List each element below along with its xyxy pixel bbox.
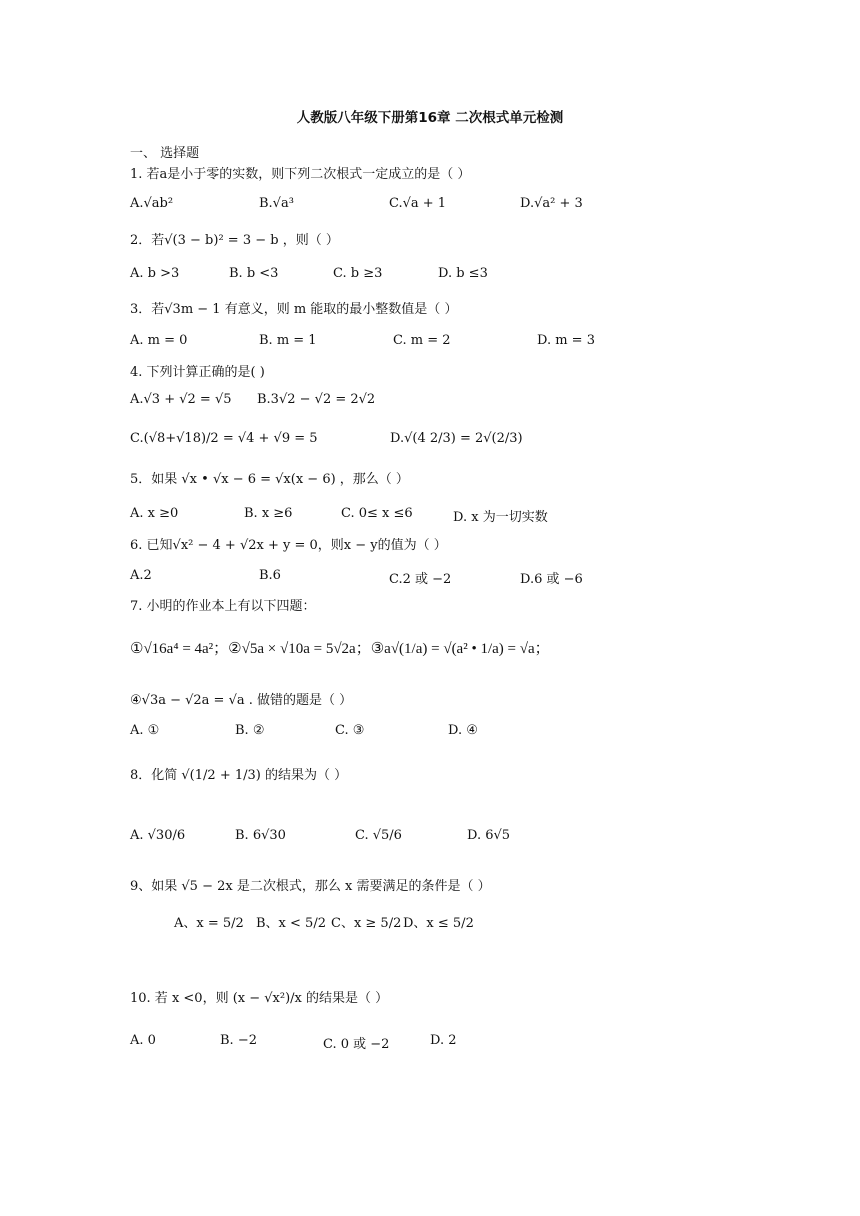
- q3-option-c: C. m = 2: [393, 333, 451, 348]
- q5-option-a: A. x ≥0: [130, 506, 179, 521]
- q7-option-a: A. ①: [130, 723, 160, 738]
- question-4-stem: 4. 下列计算正确的是( ): [130, 365, 265, 380]
- q1-option-c: C.√a + 1: [389, 196, 447, 211]
- question-1-stem: 1. 若a是小于零的实数，则下列二次根式一定成立的是（ ）: [130, 167, 471, 182]
- question-5-stem: 5．如果 √x • √x − 6 = √x(x − 6) ，那么（ ）: [130, 472, 409, 487]
- q1-option-a: A.√ab²: [130, 196, 174, 211]
- q8-option-a: A. √30/6: [130, 828, 186, 843]
- q9-option-d: D、x ≤ 5/2: [403, 916, 474, 931]
- q3-option-b: B. m = 1: [259, 333, 317, 348]
- q8-option-c: C. √5/6: [355, 828, 402, 843]
- question-10-stem: 10. 若 x <0，则 (x − √x²)/x 的结果是（ ）: [130, 991, 389, 1006]
- q3-option-a: A. m = 0: [130, 333, 188, 348]
- q2-option-b: B. b <3: [229, 266, 279, 281]
- q7-option-d: D. ④: [448, 723, 478, 738]
- q1-option-d: D.√a² + 3: [520, 196, 583, 211]
- q9-option-c: C、x ≥ 5/2: [331, 916, 402, 931]
- page-title: 人教版八年级下册第16章 二次根式单元检测: [296, 110, 564, 126]
- q2-option-a: A. b >3: [130, 266, 180, 281]
- q10-option-b: B. −2: [220, 1033, 257, 1048]
- section-heading: 一、 选择题: [130, 146, 200, 161]
- q6-option-d: D.6 或 −6: [520, 572, 583, 587]
- q4-option-d: D.√(4 2/3) = 2√(2/3): [390, 431, 523, 446]
- question-7-stem: 7. 小明的作业本上有以下四题：: [130, 599, 316, 614]
- q5-option-c: C. 0≤ x ≤6: [341, 506, 413, 521]
- q4-option-a: A.√3 + √2 = √5: [130, 392, 232, 407]
- q10-option-c: C. 0 或 −2: [323, 1037, 390, 1052]
- q2-option-c: C. b ≥3: [333, 266, 383, 281]
- q10-option-d: D. 2: [430, 1033, 457, 1048]
- q2-option-d: D. b ≤3: [438, 266, 488, 281]
- question-6-stem: 6. 已知√x² − 4 + √2x + y = 0，则x − y的值为（ ）: [130, 538, 447, 553]
- q4-option-b: B.3√2 − √2 = 2√2: [257, 392, 376, 407]
- question-8-stem: 8．化简 √(1/2 + 1/3) 的结果为（ ）: [130, 768, 348, 783]
- q5-option-b: B. x ≥6: [244, 506, 293, 521]
- q9-option-b: B、x < 5/2: [256, 916, 326, 931]
- q3-option-d: D. m = 3: [537, 333, 595, 348]
- question-7-items-1: ①√16a⁴ = 4a²；②√5a × √10a = 5√2a；③a√(1/a) = √(a² • 1/a) = √a；: [130, 641, 550, 657]
- q9-option-a: A、x = 5/2: [174, 916, 244, 931]
- q7-option-b: B. ②: [235, 723, 265, 738]
- question-9-stem: 9、如果 √5 − 2x 是二次根式，那么 x 需要满足的条件是（ ）: [130, 879, 491, 894]
- q6-option-c: C.2 或 −2: [389, 572, 452, 587]
- question-3-stem: 3．若√3m − 1 有意义，则 m 能取的最小整数值是（ ）: [130, 302, 458, 317]
- q4-option-c: C.(√8+√18)/2 = √4 + √9 = 5: [130, 431, 318, 446]
- q6-option-b: B.6: [259, 568, 281, 583]
- q1-option-b: B.√a³: [259, 196, 294, 211]
- question-7-items-2: ④√3a − √2a = √a . 做错的题是（ ）: [130, 693, 353, 708]
- question-2-stem: 2．若√(3 − b)² = 3 − b ，则（ ）: [130, 233, 339, 248]
- q6-option-a: A.2: [130, 568, 152, 583]
- q8-option-d: D. 6√5: [467, 828, 511, 843]
- q10-option-a: A. 0: [130, 1033, 156, 1048]
- q7-option-c: C. ③: [335, 723, 365, 738]
- q8-option-b: B. 6√30: [235, 828, 286, 843]
- q5-option-d: D. x 为一切实数: [453, 510, 548, 525]
